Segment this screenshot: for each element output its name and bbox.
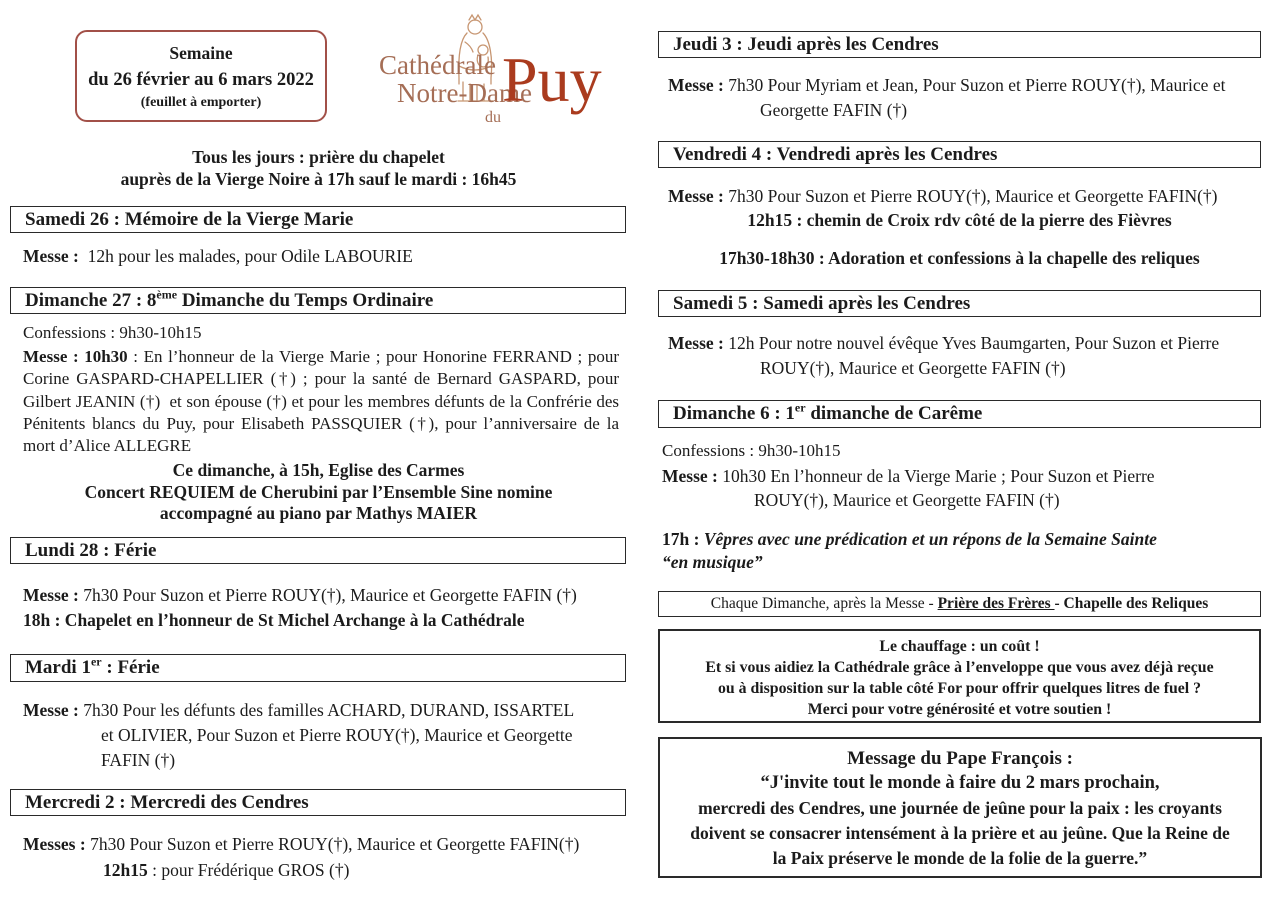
section-title: Mardi 1er : Férie <box>25 654 160 678</box>
section-header-samedi-26 <box>10 206 626 233</box>
chauffage-line4: Merci pour votre générosité et votre soutien ! <box>807 701 1112 718</box>
dimanche27-confessions: Confessions : 9h30-10h15 <box>23 323 202 342</box>
mercredi2-messes-block <box>23 832 579 883</box>
pape-line4: doivent se consacrer intensément à la prière et au jeûne. Que la Reine de <box>690 823 1230 843</box>
logo-text-notre-dame: Notre-Dame <box>397 78 532 108</box>
section-header-samedi-5 <box>658 290 1261 317</box>
messe-line: Messe : 12h Pour notre nouvel évêque Yves Baumgarten, Pour Suzon et Pierre <box>668 333 1220 353</box>
logo-text-du: du <box>485 109 501 126</box>
logo-text-cathedrale: Cathédrale <box>379 50 496 80</box>
vepres-time: 17h : <box>662 529 700 549</box>
section-title: Dimanche 27 : 8ème Dimanche du Temps Ordinaire <box>25 287 434 311</box>
section-header-vendredi-4 <box>658 141 1261 168</box>
vepres-line: 17h : Vêpres avec une prédication et un répons de la Semaine Sainte <box>662 529 1157 549</box>
time-label: 12h15 <box>103 859 148 880</box>
daily-line2: auprès de la Vierge Noire à 17h sauf le mardi : 16h45 <box>120 169 517 189</box>
messe-line: Messe : 7h30 Pour Myriam et Jean, Pour Suzon et Pierre ROUY(†), Maurice et <box>668 75 1226 95</box>
messe-label: Messe : <box>23 246 79 266</box>
messe-label: Messe : <box>23 585 79 605</box>
messe-line: FAFIN (†) <box>101 750 176 770</box>
dimanche6-vepres-block <box>662 528 1242 574</box>
dimanche27-messe-paragraph <box>23 346 624 457</box>
section-title: Dimanche 6 : 1er dimanche de Carême <box>673 400 983 424</box>
section-title: Samedi 26 : Mémoire de la Vierge Marie <box>25 208 354 230</box>
pape-line2: “J'invite tout le monde à faire du 2 mars prochain, <box>760 773 1160 793</box>
section-title: Vendredi 4 : Vendredi après les Cendres <box>673 143 998 165</box>
messe-line: ROUY(†), Maurice et Georgette FAFIN (†) <box>760 357 1066 378</box>
chauffage-line3: ou à disposition sur la table côté For pour offrir quelques litres de fuel ? <box>717 680 1201 697</box>
messe-line: Messe : 7h30 Pour les défunts des familles ACHARD, DURAND, ISSARTEL <box>23 700 575 720</box>
messe-line: Messe : 10h30 En l’honneur de la Vierge Marie ; Pour Suzon et Pierre <box>662 466 1155 486</box>
messe-label: Messe : <box>668 186 724 206</box>
week-note: (feuillet à emporter) <box>140 95 262 110</box>
section-title: Samedi 5 : Samedi après les Cendres <box>673 292 971 314</box>
messe-line: Messes : 7h30 Pour Suzon et Pierre ROUY(†), Maurice et Georgette FAFIN(†) <box>23 834 580 854</box>
section-header-mercredi-2 <box>10 789 626 816</box>
messe-label: Messe : <box>662 466 718 486</box>
samedi26-messe-line <box>23 244 413 268</box>
messe-text: : En l’honneur de la Vierge Marie ; pour Honorine FERRAND ; pour Corine GASPARD-CHAPELLIER (†) ; pour la santé de Bernard GASPARD, pour Gilbert JEANIN (†) et son épouse (†) et pour les membres défunts de la Confrérie des Pénitents blancs du Puy, pour Elisabeth PASSQUIER (†), pour l’anniversaire de la mort d’Alice ALLEGRE <box>23 347 624 456</box>
messe-text: 12h pour les malades, pour Odile LABOURIE <box>78 246 413 266</box>
vepres-line2: “en musique” <box>662 552 763 572</box>
messe-label: Messe : <box>23 700 79 720</box>
jeudi3-messe-block <box>668 73 1225 122</box>
dimanche6-messe-block <box>662 465 1155 512</box>
lundi28-messe-line <box>23 583 577 607</box>
vendredi4-messe-line: Messe : 7h30 Pour Suzon et Pierre ROUY(†), Maurice et Georgette FAFIN(†) <box>668 186 1218 206</box>
logo-text-puy: Puy <box>502 44 602 115</box>
concert-line1: Ce dimanche, à 15h, Eglise des Carmes <box>172 460 465 480</box>
section-title: Lundi 28 : Férie <box>25 539 157 561</box>
pape-message-box <box>658 737 1262 878</box>
cathedral-logo <box>375 12 602 152</box>
chauffage-box <box>658 629 1261 723</box>
dimanche6-confessions: Confessions : 9h30-10h15 <box>662 441 841 460</box>
messe-label: Messe : 10h30 <box>23 347 128 366</box>
section-header-lundi-28 <box>10 537 626 564</box>
vendredi4-chemin-croix-line: 12h15 : chemin de Croix rdv côté de la pierre des Fièvres <box>747 210 1172 230</box>
daily-line1: Tous les jours : prière du chapelet <box>192 147 445 167</box>
week-dates: du 26 février au 6 mars 2022 <box>88 70 314 90</box>
concert-line2: Concert REQUIEM de Cherubini par l’Ensemble Sine nomine <box>84 481 553 502</box>
week-title: Semaine <box>169 43 233 63</box>
concert-announcement <box>10 460 627 525</box>
sunday-note-text: Chaque Dimanche, après la Messe - Prière des Frères - Chapelle des Reliques <box>710 595 1209 612</box>
mardi1-messe-block <box>23 698 574 773</box>
daily-prayer-notice <box>10 146 627 190</box>
vendredi4-adoration-line: 17h30-18h30 : Adoration et confessions à la chapelle des reliques <box>719 248 1200 268</box>
messe-line: 12h15 : pour Frédérique GROS (†) <box>103 859 350 880</box>
pape-line1: Message du Pape François : <box>847 748 1073 769</box>
messe-line: et OLIVIER, Pour Suzon et Pierre ROUY(†), Maurice et Georgette <box>101 725 573 745</box>
messe-line: Georgette FAFIN (†) <box>760 99 908 120</box>
chauffage-line2: Et si vous aidiez la Cathédrale grâce à l’enveloppe que vous avez déjà reçue <box>705 659 1214 676</box>
section-title: Mercredi 2 : Mercredi des Cendres <box>25 791 309 813</box>
messe-text: 7h30 Pour Suzon et Pierre ROUY(†), Maurice et Georgette FAFIN (†) <box>78 585 577 605</box>
pape-line5: la Paix préserve le monde de la folie de la guerre.” <box>772 848 1148 868</box>
pape-line3: mercredi des Cendres, une journée de jeûne pour la paix : les croyants <box>698 798 1222 818</box>
section-header-dimanche-27 <box>10 287 626 314</box>
section-header-dimanche-6 <box>658 400 1261 428</box>
samedi5-messe-block <box>668 331 1219 380</box>
messe-label: Messe : <box>668 75 724 95</box>
concert-line3: accompagné au piano par Mathys MAIER <box>159 503 478 523</box>
lundi28-chapelet-line: 18h : Chapelet en l’honneur de St Michel Archange à la Cathédrale <box>23 610 525 630</box>
messe-line: ROUY(†), Maurice et Georgette FAFIN (†) <box>754 489 1060 510</box>
section-header-mardi-1 <box>10 654 626 682</box>
section-header-jeudi-3 <box>658 31 1261 58</box>
section-title: Jeudi 3 : Jeudi après les Cendres <box>673 33 939 55</box>
messe-label: Messe : <box>668 333 724 353</box>
chauffage-line1: Le chauffage : un coût ! <box>879 638 1040 655</box>
messes-label: Messes : <box>23 834 86 854</box>
week-box <box>75 30 327 122</box>
sunday-note-box <box>658 591 1261 617</box>
